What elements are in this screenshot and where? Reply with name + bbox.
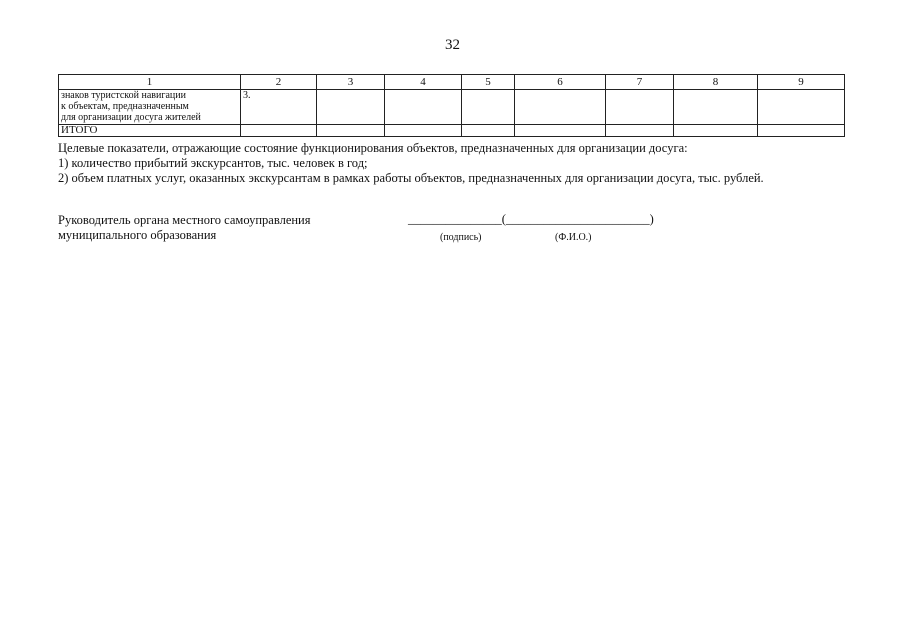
signature-block: [58, 213, 758, 253]
table-cell: [674, 125, 758, 137]
table-cell: [515, 125, 606, 137]
indicator-item: 1) количество прибытий экскурсантов, тыс. человек в год;: [58, 156, 368, 170]
signature-hint: (подпись): [440, 232, 482, 243]
column-header: 8: [674, 75, 758, 90]
table-cell: [758, 90, 845, 125]
signatory-title: [58, 213, 311, 243]
column-header: 1: [59, 75, 241, 90]
row-label-cell: [59, 90, 241, 125]
column-header: 3: [317, 75, 385, 90]
total-label: ИТОГО: [59, 125, 241, 137]
indicators-intro: Целевые показатели, отражающие состояние функционирования объектов, предназначенных для организации досуга:: [58, 141, 688, 155]
table-cell: [385, 125, 462, 137]
table-row: [59, 90, 845, 125]
column-header: 4: [385, 75, 462, 90]
table-cell: 3.: [241, 90, 317, 125]
column-header: 6: [515, 75, 606, 90]
table-cell: [674, 90, 758, 125]
table-cell: [241, 125, 317, 137]
table-cell: [606, 90, 674, 125]
row-label-line: для организации досуга жителей: [61, 112, 201, 123]
column-header: 2: [241, 75, 317, 90]
column-header: 5: [462, 75, 515, 90]
indicators-text: [58, 141, 858, 186]
data-table: [58, 74, 845, 137]
table-cell: [317, 90, 385, 125]
table-cell: [515, 90, 606, 125]
table-cell: [462, 125, 515, 137]
row-label-line: к объектам, предназначенным: [61, 101, 189, 112]
table-cell: [462, 90, 515, 125]
signatory-title-line: Руководитель органа местного самоуправления: [58, 213, 311, 227]
table-cell: [606, 125, 674, 137]
table-cell: [758, 125, 845, 137]
row-label-line: знаков туристской навигации: [61, 90, 186, 101]
table-cell: [317, 125, 385, 137]
column-header: 9: [758, 75, 845, 90]
table-cell: [385, 90, 462, 125]
name-hint: (Ф.И.О.): [555, 232, 592, 243]
indicator-item: 2) объем платных услуг, оказанных экскурсантам в рамках работы объектов, предназначенных для организации досуга, тыс. рублей.: [58, 171, 764, 185]
page-number: 32: [445, 37, 460, 53]
signatory-title-line: муниципального образования: [58, 228, 217, 242]
signature-line: _______________(_______________________): [408, 212, 654, 226]
table-header-row: [59, 75, 845, 90]
total-row: [59, 125, 845, 137]
column-header: 7: [606, 75, 674, 90]
